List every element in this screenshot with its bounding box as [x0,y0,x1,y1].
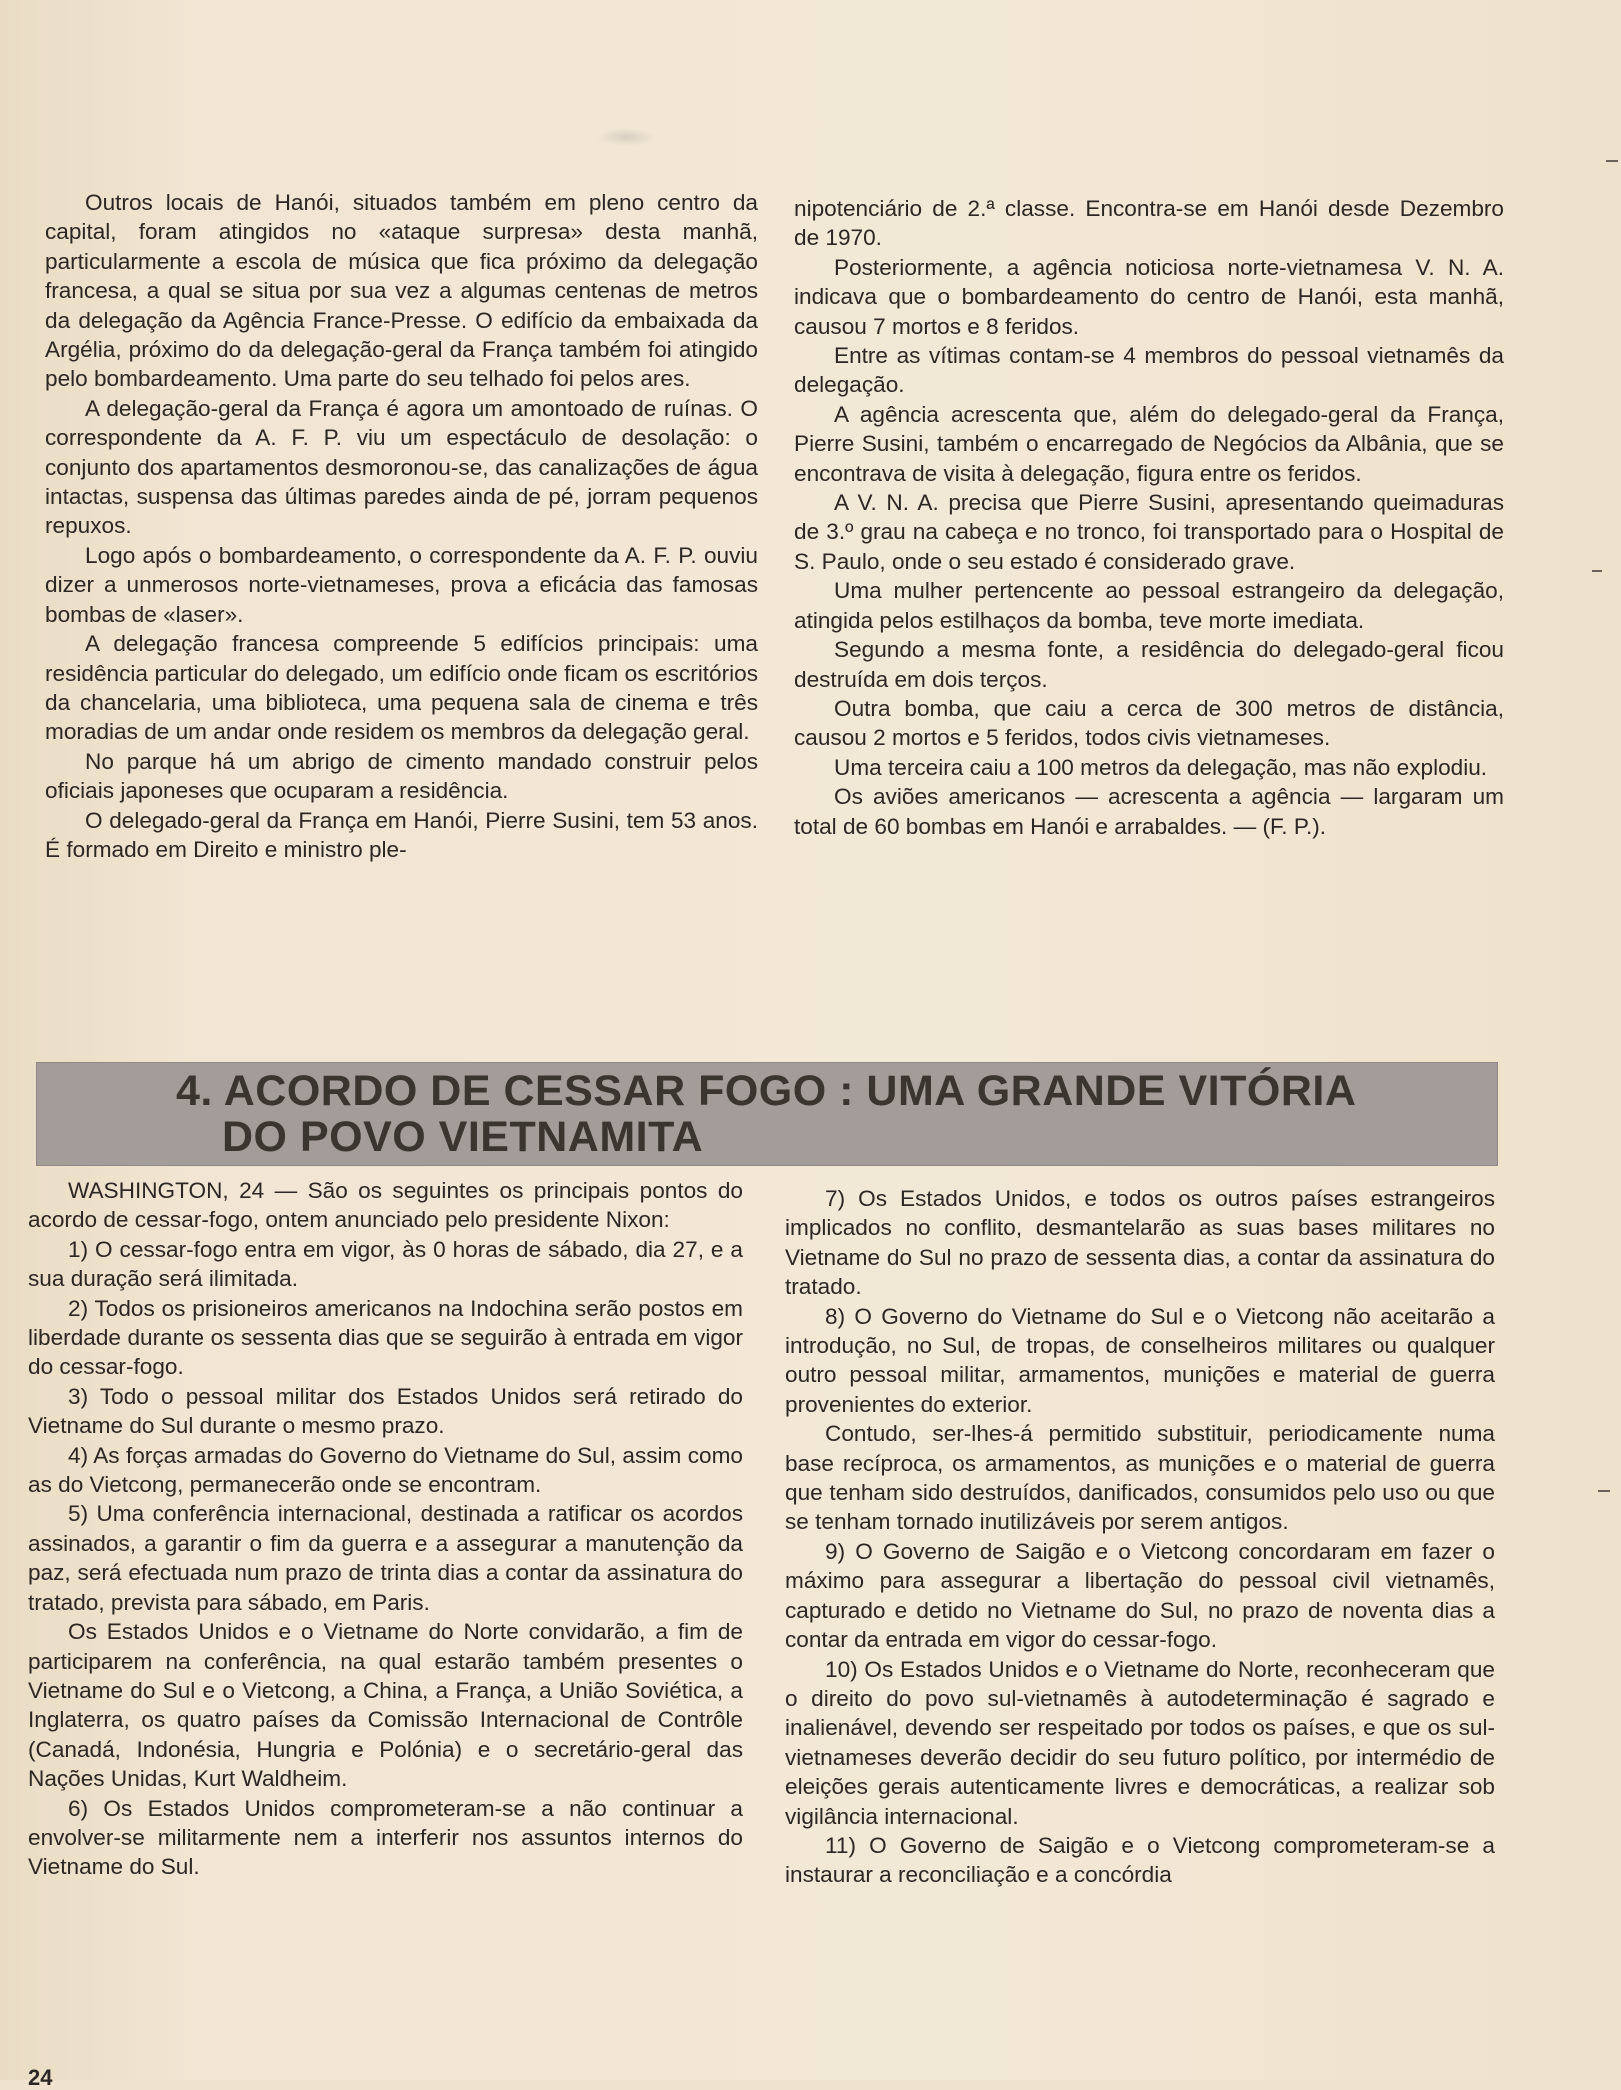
article-column-bottom-right [785,1184,1495,1890]
paragraph: Uma terceira caiu a 100 metros da delegação, mas não explodiu. [834,754,1488,780]
paragraph: 2) Todos os prisioneiros americanos na Indochina serão postos em liberdade durante os sessenta dias que se seguirão à entrada em vigor do cessar-fogo. [28,1295,743,1380]
paragraph: A agência acrescenta que, além do delegado-geral da França, Pierre Susini, também o encarregado de Negócios da Albânia, que se encontrava de visita à delegação, figura entre os feridos. [794,401,1504,486]
paragraph: A V. N. A. precisa que Pierre Susini, apresentando queimaduras de 3.º grau na cabeça e no tronco, foi transportado para o Hospital de S. Paulo, onde o seu estado é considerado grave. [794,490,1504,574]
paragraph: WASHINGTON, 24 — São os seguintes os principais pontos do acordo de cessar-fogo, ontem anunciado pelo presidente Nixon: [28,1178,743,1233]
paragraph: nipotenciário de 2.ª classe. Encontra-se em Hanói desde Dezembro de 1970. [794,196,1504,251]
paragraph: 4) As forças armadas do Governo do Vietname do Sul, assim como as do Vietcong, permanecerão onde se encontram. [28,1442,743,1498]
article-column-top-left [45,188,758,864]
paragraph: Os Estados Unidos e o Vietname do Norte convidarão, a fim de participarem na conferência, na qual estarão também presentes o Vietname do Sul e o Vietcong, a China, a França, a União Soviética, a Inglaterra, os quatro países da Comissão Internacional de Contrôle (Canadá, Indonésia, Hungria e Polónia) e o secretário-geral das Nações Unidas, Kurt Waldheim. [28,1619,743,1792]
paragraph: Segundo a mesma fonte, a residência do delegado-geral ficou destruída em dois terços. [794,637,1504,692]
paragraph: No parque há um abrigo de cimento mandado construir pelos oficiais japoneses que ocuparam a residência. [45,748,758,804]
article-column-bottom-left [28,1176,743,1882]
paragraph: Contudo, ser-lhes-á permitido substituir, periodicamente numa base recíproca, os armamentos, as munições e o material de guerra que tenham sido destruídos, danificados, consumidos pelo uso ou que se tenham tornado inutilizáveis por serem antigos. [785,1421,1495,1535]
paragraph: 8) O Governo do Vietname do Sul e o Vietcong não aceitarão a introdução, no Sul, de tropas, de conselheiros militares ou qualquer outro pessoal militar, armamentos, munições e material de guerra provenientes do exterior. [785,1303,1495,1417]
paragraph: 7) Os Estados Unidos, e todos os outros países estrangeiros implicados no conflito, desmantelarão as suas bases militares no Vietname do Sul no prazo de sessenta dias, a contar da assinatura do tratado. [785,1186,1495,1300]
paragraph: Outra bomba, que caiu a cerca de 300 metros de distância, causou 2 mortos e 5 feridos, todos civis vietnameses. [794,695,1504,751]
section-heading-banner [36,1062,1498,1166]
paragraph: Outros locais de Hanói, situados também em pleno centro da capital, foram atingidos no «ataque surpresa» desta manhã, particularmente a escola de música que fica próximo da delegação francesa, a qual se situa por sua vez a algumas centenas de metros da delegação da Agência France-Presse. O edifício da embaixada da Argélia, próximo do da delegação-geral da França também foi atingido pelo bombardeamento. Uma parte do seu telhado foi pelos ares. [45,190,758,392]
paragraph: 5) Uma conferência internacional, destinada a ratificar os acordos assinados, a garantir o fim da guerra e a assegurar a manutenção da paz, será efectuada num prazo de trinta dias a contar da assinatura do tratado, prevista para sábado, em Paris. [28,1501,743,1615]
page-number: 24 [28,2065,53,2090]
article-column-top-right [794,194,1504,841]
paragraph: Posteriormente, a agência noticiosa norte-vietnamesa V. N. A. indicava que o bombardeamento do centro de Hanói, esta manhã, causou 7 mortos e 8 feridos. [794,254,1504,339]
paragraph: O delegado-geral da França em Hanói, Pierre Susini, tem 53 anos. É formado em Direito e ministro ple- [45,807,758,862]
paragraph: Entre as vítimas contam-se 4 membros do pessoal vietnamês da delegação. [794,343,1504,398]
print-smudge [596,128,656,146]
paragraph: 10) Os Estados Unidos e o Vietname do Norte, reconheceram que o direito do povo sul-vietnamês à autodeterminação é sagrado e inalienável, devendo ser respeitado por todos os países, e que os sul-vietnameses deverão decidir do seu futuro político, por intermédio de eleições gerais autenticamente livres e democráticas, a realizar sob vigilância internacional. [785,1656,1495,1829]
section-heading-line-2: DO POVO VIETNAMITA [222,1113,704,1161]
paragraph: Os aviões americanos — acrescenta a agência — largaram um total de 60 bombas em Hanói e arrabaldes. — (F. P.). [794,784,1504,839]
paragraph: 1) O cessar-fogo entra em vigor, às 0 horas de sábado, dia 27, e a sua duração será ilimitada. [28,1236,743,1292]
section-heading-line-1: 4. ACORDO DE CESSAR FOGO : UMA GRANDE VITÓRIA [176,1067,1357,1115]
paragraph: 6) Os Estados Unidos comprometeram-se a não continuar a envolver-se militarmente nem a interferir nos assuntos internos do Vietname do Sul. [28,1795,743,1880]
margin-mark [1592,570,1602,572]
paragraph: Uma mulher pertencente ao pessoal estrangeiro da delegação, atingida pelos estilhaços da bomba, teve morte imediata. [794,578,1504,633]
paragraph: 11) O Governo de Saigão e o Vietcong comprometeram-se a instaurar a reconciliação e a concórdia [785,1832,1495,1888]
paragraph: 3) Todo o pessoal militar dos Estados Unidos será retirado do Vietname do Sul durante o mesmo prazo. [28,1383,743,1439]
paragraph: A delegação francesa compreende 5 edifícios principais: uma residência particular do delegado, um edifício onde ficam os escritórios da chancelaria, uma biblioteca, uma pequena sala de cinema e três moradias de um andar onde residem os membros da delegação geral. [45,631,758,745]
margin-mark [1598,1490,1610,1492]
paragraph: Logo após o bombardeamento, o correspondente da A. F. P. ouviu dizer a unmerosos norte-vietnameses, prova a eficácia das famosas bombas de «laser». [45,542,758,627]
paragraph: A delegação-geral da França é agora um amontoado de ruínas. O correspondente da A. F. P. viu um espectáculo de desolação: o conjunto dos apartamentos desmoronou-se, das canalizações de água intactas, suspensa das últimas paredes ainda de pé, jorram pequenos repuxos. [45,395,758,539]
margin-mark [1606,160,1618,162]
paragraph: 9) O Governo de Saigão e o Vietcong concordaram em fazer o máximo para assegurar a libertação do pessoal civil vietnamês, capturado e detido no Vietname do Sul, no prazo de noventa dias a contar da entrada em vigor do cessar-fogo. [785,1538,1495,1653]
